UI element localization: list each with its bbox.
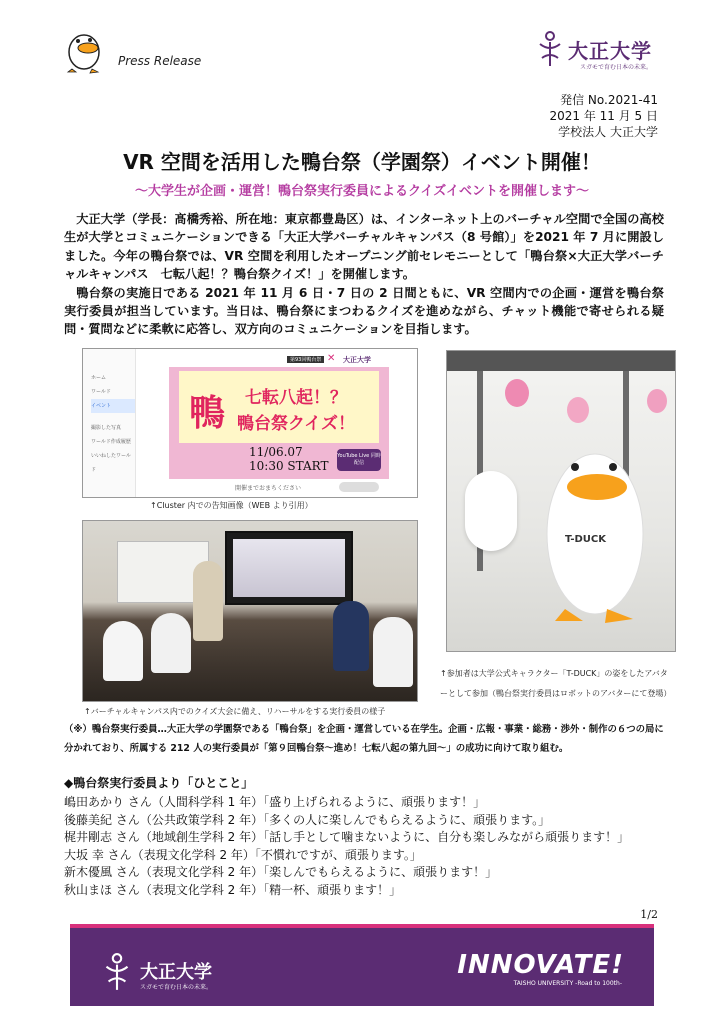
- release-issuer: 学校法人 大正大学: [558, 125, 658, 139]
- banner-header: 第93回鴨台祭 ✕ 大正大学: [169, 353, 389, 367]
- list-item: 後藤美紀 さん（公共政策学科 2 年）「多くの人に楽しんでもらえるように、頑張ります。」: [64, 812, 551, 827]
- quiz-title-line1: 七転八起！？: [245, 388, 347, 408]
- cluster-bottom-bar: [169, 481, 389, 495]
- release-meta: [549, 92, 658, 140]
- innovate-subtitle: TAISHO UNIVERSITY -Road to 100th-: [513, 980, 622, 987]
- nav-item: ワールド: [91, 389, 111, 395]
- nav-item: いいねしたワールド: [91, 453, 131, 473]
- page-subtitle: ～大学生が企画・運営！鴨台祭実行委員によるクイズイベントを開催します～: [135, 184, 589, 199]
- kanji-mark: 鴨: [189, 392, 226, 434]
- image3-caption: [440, 664, 671, 704]
- comments-section-title: ◆鴨台祭実行委員より「ひとこと」: [64, 776, 254, 790]
- wall-monitor: [225, 531, 353, 605]
- image2-caption: ↑バーチャルキャンパス内でのクイズ大会に備え、リハーサルをする実行委員の様子: [84, 707, 386, 716]
- image3-caption-line: ーとして参加（鴨台祭実行委員はロボットのアバターにて登場）: [440, 689, 672, 698]
- innovate-logo: INNOVATE!: [457, 950, 624, 980]
- nav-item: イベント: [91, 399, 135, 413]
- page-title: VR 空間を活用した鴨台祭（学園祭）イベント開催！: [123, 150, 601, 174]
- list-item: 秋山まほ さん（表現文化学科 2 年）「精一杯、頑張ります！」: [64, 882, 402, 897]
- body-text: [64, 210, 664, 339]
- footer-brand-name: 大正大学: [140, 962, 212, 983]
- page-number: 1/2: [640, 908, 658, 921]
- university-emblem-icon: [538, 30, 562, 68]
- nav-item: ホーム: [91, 375, 107, 381]
- quiz-title-line2: 鴨台祭クイズ！: [237, 414, 355, 434]
- banner-org: 第93回鴨台祭: [287, 356, 324, 363]
- nav-item: 撮影した写真: [91, 425, 122, 431]
- list-item: 梶井剛志 さん（地域創生学科 2 年）「話し手として噛まないように、自分も楽しみながら頑張ります！」: [64, 830, 630, 845]
- university-emblem-icon: [104, 952, 130, 992]
- footer-brand-tagline: スガモで育む日本の未来。: [140, 984, 213, 991]
- t-duck-figure: [535, 429, 655, 629]
- cluster-sidebar: [83, 349, 136, 497]
- quiz-schedule: [249, 445, 328, 473]
- waiting-text: 開催までおまちください: [235, 485, 302, 492]
- brand-name: 大正大学: [568, 38, 652, 63]
- quiz-date: 11/06.07: [249, 445, 303, 459]
- comments-list: [64, 794, 629, 900]
- image1-caption: ↑Cluster 内での告知画像（WEB より引用）: [150, 501, 313, 510]
- rehearsal-photo: [82, 520, 418, 702]
- body-paragraph: 鴨台祭の実施日である 2021 年 11 月 6 日・7 日の 2 日間ともに、VR 空間内での企画・運営を鴨台祭実行委員が担当しています。当日は、鴨台祭にまつわるクイズを進めながら、チャット機能で寄せられる疑問・質問などに柔軟に応答し、双方向のコミュニケーションを目指します。: [64, 285, 664, 337]
- brand-tagline: スガモで育む日本の未来。: [579, 64, 652, 71]
- footer-banner: [70, 928, 654, 1006]
- quiz-banner: [169, 353, 389, 479]
- list-item: 大坂 幸 さん（表現文化学科 2 年）「不慣れですが、頑張ります。」: [64, 847, 422, 862]
- nav-item: ワールド作成履歴: [91, 439, 131, 445]
- t-duck-badge: T-DUCK: [565, 534, 607, 545]
- quiz-title-box: [179, 371, 379, 443]
- release-date: 2021 年 11 月 5 日: [549, 109, 658, 123]
- committee-note: （※）鴨台祭実行委員…大正大学の学園祭である「鴨台祭」を企画・運営している在学生。企画・広報・事業・総務・渉外・制作の６つの局に分かれており、所属する 212 人の実行委員が「第９回鴨台祭～進め！七転八起の第九回～」の成功に向けて取り組む。: [64, 724, 664, 754]
- cluster-nav: [91, 371, 135, 477]
- list-item: 嶋田あかり さん（人間科学科 1 年）「盛り上げられるように、頑張ります！」: [64, 795, 486, 809]
- youtube-badge: YouTube Live 同時配信: [337, 449, 381, 471]
- image3-caption-line: ↑参加者は大学公式キャラクター「T-DUCK」の姿をしたアバタ: [440, 669, 668, 678]
- body-paragraph: 大正大学（学長：髙橋秀裕、所在地：東京都豊島区）は、インターネット上のバーチャル空間で全国の高校生が大学とコミュニケーションできる「大正大学バーチャルキャンパス（8 号館）」を2021 年 7 月に開設しました。今年の鴨台祭では、VR 空間を利用したオープニング前セレモニーとして「鴨台祭×大正大学バーチャルキャンパス 七転八起！？鴨台祭クイズ！」を開催します。: [64, 212, 664, 282]
- t-duck-avatar-image: [446, 350, 676, 652]
- cluster-announcement-image: [82, 348, 418, 498]
- join-button[interactable]: [339, 482, 379, 492]
- list-item: 新木優風 さん（表現文化学科 2 年）「楽しんでもらえるように、頑張ります！」: [64, 865, 498, 880]
- banner-uni: 大正大学: [343, 356, 371, 364]
- press-release-label: Press Release: [118, 54, 202, 68]
- t-duck-mascot-icon: [62, 22, 108, 74]
- quiz-time: 10:30 START: [249, 459, 329, 473]
- release-number: 発信 No.2021-41: [560, 93, 658, 107]
